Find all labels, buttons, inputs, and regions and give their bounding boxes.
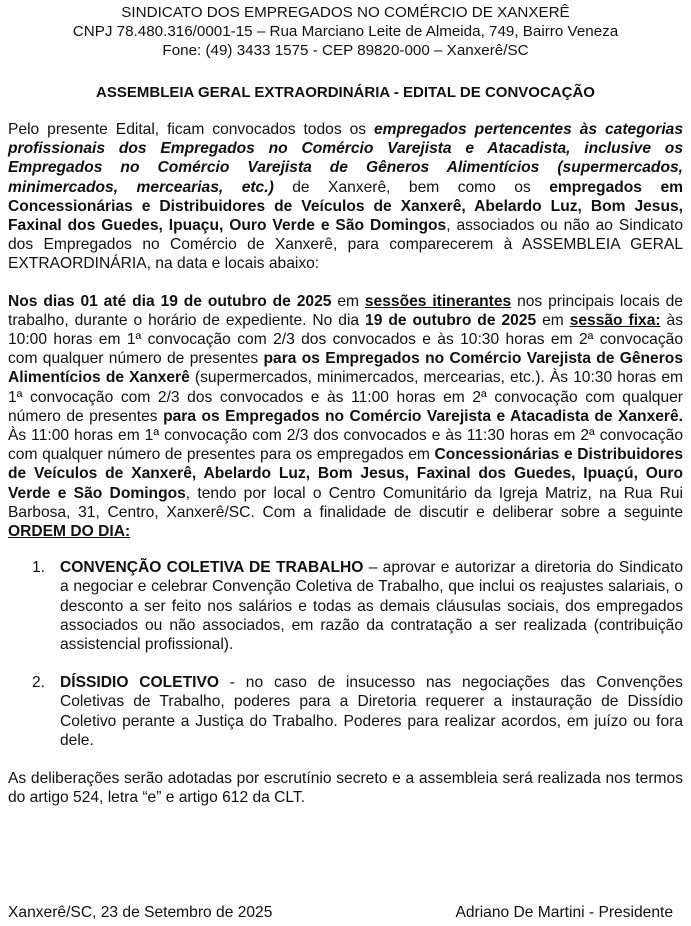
- document-title: ASSEMBLEIA GERAL EXTRAORDINÁRIA - EDITAL DE CONVOCAÇÃO: [96, 84, 595, 101]
- p2-text-j: (supermercados, minimercados, mercearias, etc.). Às 10:30 horas em 1ª convocação com 2/3 dos convocados e às 11:00 horas em 2ª convocação com qualquer número de presentes: [8, 369, 684, 425]
- p1-dealerships: empregados em Concessionárias e Distribuidores de Veículos de Xanxerê, Abelardo Luz, Bom Jesus, Faxinal dos Guedes, Ipuaçu, Ouro Verde e São Domingos: [8, 178, 683, 235]
- letterhead: [8, 3, 683, 60]
- agenda-item: [8, 673, 683, 750]
- p1-text-e: , associados ou não ao Sindicato dos Empregados no Comércio de Xanxerê, para comparecerem à ASSEMBLEIA GERAL EXTRAORDINÁRIA, na data e locais abaixo:: [8, 217, 683, 273]
- p2-text-n: , tendo por local o Centro Comunitário da Igreja Matriz, na Rua Rui Barbosa, 31, Centro, Xanxerê/SC. Com a finalidade de discutir e deliberar sobre a seguinte: [8, 484, 684, 521]
- closing-paragraph: As deliberações serão adotadas por escrutínio secreto e a assembleia será realizada nos termos do artigo 524, letra “e” e artigo 612 da CLT.: [8, 770, 683, 807]
- agenda-item-title: CONVENÇÃO COLETIVA DE TRABALHO: [60, 559, 364, 577]
- union-address: CNPJ 78.480.316/0001-15 – Rua Marciano Leite de Almeida, 749, Bairro Veneza: [72, 23, 619, 40]
- p2-text-l: Às 11:00 horas em 1ª convocação com 2/3 dos convocados e às 11:30 horas em 2ª convocação com qualquer número de presentes para os empregados em: [8, 427, 683, 464]
- p2-fixed-session: sessão fixa:: [569, 311, 661, 329]
- p1-text-a: Pelo presente Edital, ficam convocados todos os: [8, 121, 374, 138]
- agenda-item-number: 2.: [32, 674, 46, 692]
- p2-text-f: em: [536, 311, 570, 329]
- p2-text-b: em: [331, 292, 365, 310]
- p1-categories: empregados pertencentes às categorias profissionais dos Empregados no Comércio Varejista e Atacadista, inclusive os Empregados no Comércio Varejista de Gêneros Alimentícios (supermercados, minimercados, mercearias, etc.): [8, 121, 683, 196]
- p2-itinerant-sessions: sessões itinerantes: [364, 292, 512, 310]
- convocation-paragraph: [8, 120, 683, 274]
- agenda-item-title: DÍSSIDIO COLETIVO: [60, 674, 219, 692]
- p2-agenda-heading: ORDEM DO DIA:: [8, 523, 131, 541]
- place-and-date: Xanxerê/SC, 23 de Setembro de 2025: [8, 904, 273, 921]
- union-contact: Fone: (49) 3433 1575 - CEP 89820-000 – Xanxerê/SC: [162, 42, 529, 59]
- signature: Adriano De Martini - Presidente: [455, 904, 673, 921]
- footer: [8, 903, 683, 922]
- p2-dates: Nos dias 01 até dia 19 de outubro de 2025: [8, 292, 332, 310]
- p2-retail-wholesale: para os Empregados no Comércio Varejista e Atacadista de Xanxerê.: [163, 407, 684, 425]
- p2-text-h: às 10:00 horas em 1ª convocação com 2/3 dos convocados e às 10:30 horas em 2ª convocação com qualquer número de presentes: [8, 311, 684, 368]
- p1-text-c: de Xanxerê, bem como os: [273, 178, 550, 196]
- agenda-item-number: 1.: [32, 559, 46, 577]
- p2-food-retail: para os Empregados no Comércio Varejista de Gêneros Alimentícios de Xanxerê: [8, 350, 683, 387]
- p2-dealerships: Concessionárias e Distribuidores de Veículos de Xanxerê, Abelardo Luz, Bom Jesus, Faxinal dos Guedes, Ipuaçú, Ouro Verde e São Domingos: [8, 446, 683, 502]
- p2-fixed-date: 19 de outubro de 2025: [365, 311, 537, 329]
- p2-text-d: nos principais locais de trabalho, durante o horário de expediente. No dia: [8, 292, 683, 329]
- schedule-paragraph: [8, 292, 683, 542]
- agenda-item: [8, 558, 683, 654]
- agenda-item-text: - no caso de insucesso nas negociações das Convenções Coletivas de Trabalho, poderes para a Diretoria requerer a instauração de Dissídio Coletivo perante a Justiça do Trabalho. Poderes para realizar acordos, em juízo ou fora dele.: [60, 674, 683, 749]
- agenda-item-text: – aprovar e autorizar a diretoria do Sindicato a negociar e celebrar Convenção Coletiva de Trabalho, que inclui os reajustes salariais, o desconto a ser feito nos salários e todas as demais cláusulas sociais, dos empregados associados ou não associados, em razão da contratação a ser realizada (contribuição assistencial profissional).: [60, 559, 683, 654]
- union-name: SINDICATO DOS EMPREGADOS NO COMÉRCIO DE XANXERÊ: [121, 4, 570, 21]
- agenda-list: [8, 558, 683, 750]
